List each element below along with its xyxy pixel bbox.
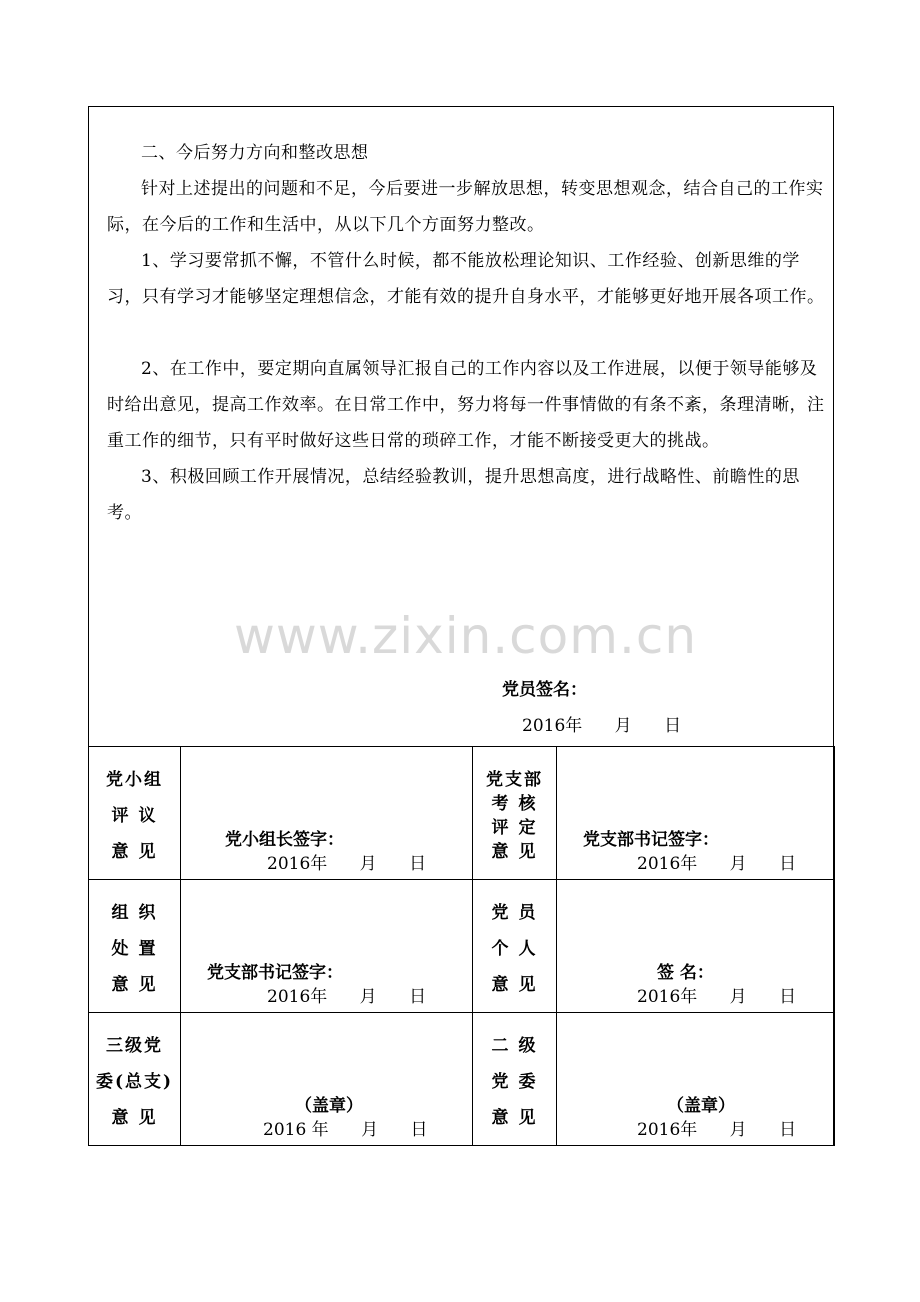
row-label-line: 意 见 xyxy=(111,1108,158,1128)
review-table xyxy=(88,746,835,1146)
signature-date: 2016年 月 日 xyxy=(637,1120,797,1140)
label-cell xyxy=(89,747,181,880)
review-row-group xyxy=(89,747,835,880)
label-cell xyxy=(89,880,181,1013)
paragraph-item-1: 1、学习要常抓不懈，不管什么时候，都不能放松理论知识、工作经验、创新思维的学习，只有学习才能够坚定理想信念，才能有效的提升自身水平，才能够更好地开展各项工作。 xyxy=(107,251,825,307)
label-cell xyxy=(473,880,557,1013)
row-label-line: 意 见 xyxy=(491,1108,538,1128)
row-label-line: 三级党 xyxy=(106,1036,163,1056)
signature-date: 2016年 月 日 xyxy=(637,854,797,874)
opinion-cell[interactable] xyxy=(557,880,835,1013)
opinion-cell[interactable] xyxy=(181,880,473,1013)
row-label-line: 委(总支) xyxy=(95,1072,174,1092)
paragraph-intro: 针对上述提出的问题和不足，今后要进一步解放思想，转变思想观念，结合自己的工作实际，在今后的工作和生活中，从以下几个方面努力整改。 xyxy=(107,179,824,235)
signature-date: 2016年 月 日 xyxy=(637,987,797,1007)
row-label-line: 评 定 xyxy=(491,818,538,838)
review-row-organization xyxy=(89,880,835,1013)
signature-label: 党支部书记签字： xyxy=(207,963,343,983)
row-label-line: 个 人 xyxy=(491,939,538,959)
signature-label: 党支部书记签字： xyxy=(583,830,719,850)
row-label-line: 意 见 xyxy=(111,975,158,995)
signature-date: 2016年 月 日 xyxy=(267,987,427,1007)
opinion-cell[interactable] xyxy=(181,1013,473,1146)
signature-date: 2016 年 月 日 xyxy=(263,1120,428,1140)
row-label-line: 党支部 xyxy=(486,770,543,790)
watermark: www.zixin.com.cn xyxy=(234,607,698,665)
row-label-line: 考 核 xyxy=(491,794,538,814)
row-label-line: 二 级 xyxy=(491,1036,538,1056)
label-cell xyxy=(89,1013,181,1146)
row-label-line: 意 见 xyxy=(491,842,538,862)
section-title: 二、今后努力方向和整改思想 xyxy=(141,143,369,163)
signature-label: 党小组长签字： xyxy=(225,830,344,850)
opinion-cell[interactable] xyxy=(181,747,473,880)
statement-section xyxy=(89,107,833,747)
row-label-line: 组 织 xyxy=(111,903,158,923)
label-cell xyxy=(473,747,557,880)
review-row-committee xyxy=(89,1013,835,1146)
row-label-line: 意 见 xyxy=(491,975,538,995)
paragraph-item-2: 2、在工作中，要定期向直属领导汇报自己的工作内容以及工作进展，以便于领导能够及时给出意见，提高工作效率。在日常工作中，努力将每一件事情做的有条不紊，条理清晰，注重工作的细节，只有平时做好这些日常的琐碎工作，才能不断接受更大的挑战。 xyxy=(107,359,825,451)
member-signature-date: 2016年 月 日 xyxy=(522,716,682,736)
opinion-cell[interactable] xyxy=(557,747,835,880)
member-signature-label: 党员签名： xyxy=(502,680,587,700)
signature-label: 签 名： xyxy=(657,963,714,983)
paragraph-item-3: 3、积极回顾工作开展情况，总结经验教训，提升思想高度，进行战略性、前瞻性的思考。 xyxy=(107,467,800,523)
row-label-line: 党小组 xyxy=(106,770,163,790)
row-label-line: 意 见 xyxy=(111,842,158,862)
seal-label: （盖章） xyxy=(295,1096,363,1116)
form-frame xyxy=(88,106,834,1146)
opinion-cell[interactable] xyxy=(557,1013,835,1146)
row-label-line: 处 置 xyxy=(111,939,158,959)
row-label-line: 党 委 xyxy=(491,1072,538,1092)
seal-label: （盖章） xyxy=(667,1096,735,1116)
row-label-line: 党 员 xyxy=(491,903,538,923)
row-label-line: 评 议 xyxy=(111,806,158,826)
label-cell xyxy=(473,1013,557,1146)
signature-date: 2016年 月 日 xyxy=(267,854,427,874)
